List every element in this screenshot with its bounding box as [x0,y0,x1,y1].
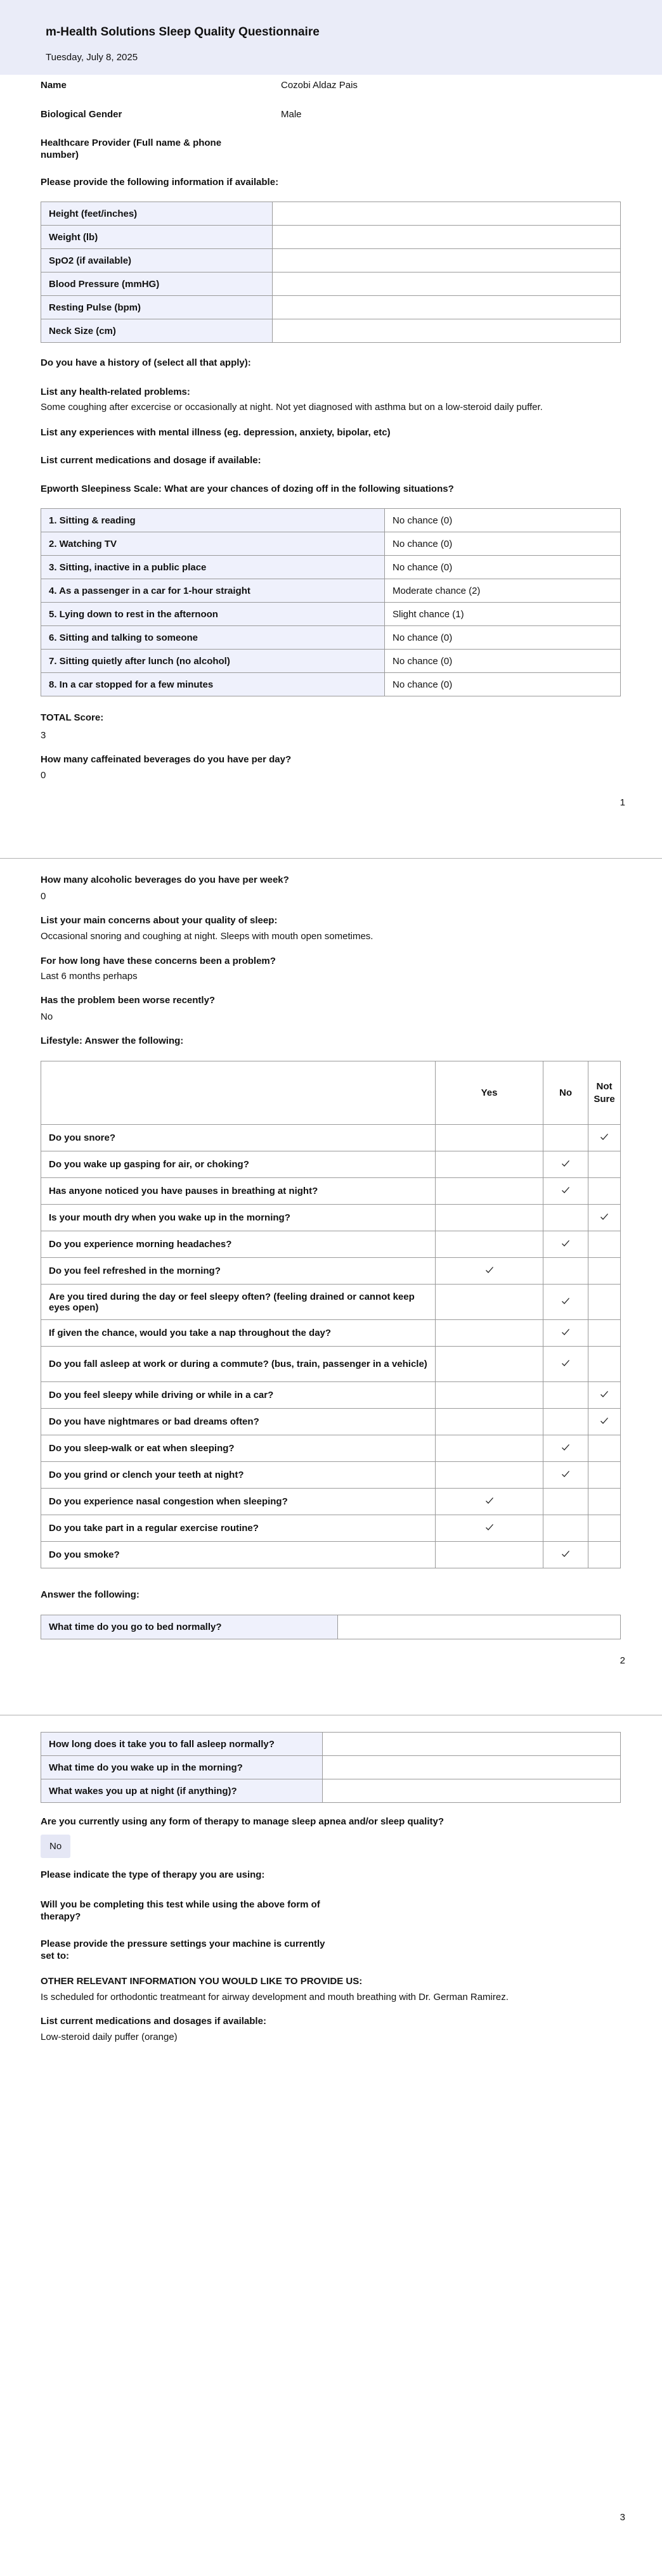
lifestyle-question: Do you take part in a regular exercise routine? [41,1515,436,1542]
answer-cell-notsure[interactable] [588,1382,621,1409]
page-date: Tuesday, July 8, 2025 [46,52,138,63]
name-value: Cozobi Aldaz Pais [281,80,358,91]
answer-cell-yes[interactable] [436,1125,543,1151]
vital-label: Neck Size (cm) [41,319,273,343]
page-number: 1 [620,797,625,808]
answer-cell-yes[interactable] [436,1320,543,1347]
table-row [41,532,621,556]
answer-cell-no[interactable] [543,1125,588,1151]
situation-label: 2. Watching TV [41,532,385,556]
lifestyle-question: Do you smoke? [41,1542,436,1568]
gender-label: Biological Gender [41,109,122,120]
answer-cell-yes[interactable] [436,1489,543,1515]
vital-label: Height (feet/inches) [41,202,273,226]
lifestyle-question: If given the chance, would you take a nap throughout the day? [41,1320,436,1347]
checkmark-icon [561,1328,570,1336]
situation-answer[interactable]: No chance (0) [385,626,621,650]
bedtime-table [41,1615,621,1639]
duration-value: Last 6 months perhaps [41,971,138,982]
answer-following-label: Answer the following: [41,1589,140,1600]
vital-value[interactable] [273,272,621,296]
table-row [41,1542,621,1568]
sleep-time-label: What time do you wake up in the morning? [41,1756,323,1779]
answer-cell-no[interactable] [543,1515,588,1542]
answer-cell-notsure[interactable] [588,1231,621,1258]
sleep-times-table [41,1732,621,1803]
table-row [41,1382,621,1409]
table-row [41,1285,621,1320]
checkmark-icon [485,1523,494,1532]
vital-value[interactable] [273,296,621,319]
answer-cell-notsure[interactable] [588,1320,621,1347]
sleep-time-value[interactable] [323,1756,621,1779]
checkmark-icon [600,1390,609,1399]
table-row [41,650,621,673]
table-row [41,1462,621,1489]
situation-label: 6. Sitting and talking to someone [41,626,385,650]
vitals-table [41,202,621,343]
therapy-type-label: Please indicate the type of therapy you are using: [41,1869,265,1880]
table-row [41,579,621,603]
answer-cell-notsure[interactable] [588,1205,621,1231]
no-header: No [543,1061,588,1125]
answer-cell-notsure[interactable] [588,1435,621,1462]
page-header [0,0,662,75]
table-row [41,272,621,296]
answer-cell-notsure[interactable] [588,1409,621,1435]
table-row [41,1435,621,1462]
concerns-label: List your main concerns about your quality of sleep: [41,915,278,926]
checkmark-icon [485,1496,494,1505]
lifestyle-question: Do you wake up gasping for air, or choking? [41,1151,436,1178]
answer-cell-notsure[interactable] [588,1542,621,1568]
lifestyle-question: Do you experience nasal congestion when sleeping? [41,1489,436,1515]
checkmark-icon [561,1443,570,1452]
answer-cell-notsure[interactable] [588,1178,621,1205]
problems-label: List any health-related problems: [41,387,190,397]
lifestyle-question: Is your mouth dry when you wake up in the morning? [41,1205,436,1231]
answer-cell-yes[interactable] [436,1285,543,1320]
table-row [41,1779,621,1803]
therapy-label: Are you currently using any form of therapy to manage sleep apnea and/or sleep quality? [41,1816,444,1827]
duration-label: For how long have these concerns been a problem? [41,956,276,966]
answer-cell-no[interactable] [543,1205,588,1231]
answer-cell-no[interactable] [543,1435,588,1462]
answer-cell-yes[interactable] [436,1382,543,1409]
answer-cell-yes[interactable] [436,1347,543,1382]
situation-answer[interactable]: No chance (0) [385,532,621,556]
checkmark-icon [561,1159,570,1168]
sleep-time-value[interactable] [323,1779,621,1803]
concerns-value: Occasional snoring and coughing at night. Sleeps with mouth open sometimes. [41,931,373,942]
table-row [41,1205,621,1231]
answer-cell-notsure[interactable] [588,1489,621,1515]
answer-cell-no[interactable] [543,1382,588,1409]
situation-label: 1. Sitting & reading [41,509,385,532]
answer-cell-yes[interactable] [436,1409,543,1435]
table-row [41,1178,621,1205]
table-row [41,626,621,650]
total-label: TOTAL Score: [41,712,104,723]
bedtime-label: What time do you go to bed normally? [41,1615,338,1639]
situation-answer[interactable]: No chance (0) [385,509,621,532]
situation-answer[interactable]: Slight chance (1) [385,603,621,626]
table-row [41,509,621,532]
table-row [41,1258,621,1285]
sleep-time-label: How long does it take you to fall asleep normally? [41,1733,323,1756]
vital-value[interactable] [273,202,621,226]
lifestyle-question: Has anyone noticed you have pauses in breathing at night? [41,1178,436,1205]
sleep-time-value[interactable] [323,1733,621,1756]
answer-cell-no[interactable] [543,1258,588,1285]
epworth-label: Epworth Sleepiness Scale: What are your chances of dozing off in the following situations? [41,484,454,494]
meds-label: List current medications and dosage if available: [41,455,261,466]
lifestyle-question: Do you snore? [41,1125,436,1151]
table-row [41,673,621,696]
situation-label: 8. In a car stopped for a few minutes [41,673,385,696]
table-row [41,249,621,272]
therapy-answer-button[interactable]: No [41,1835,70,1858]
alcohol-value: 0 [41,891,46,902]
lifestyle-question: Do you sleep-walk or eat when sleeping? [41,1435,436,1462]
checkmark-icon [561,1297,570,1305]
answer-cell-notsure[interactable] [588,1258,621,1285]
situation-label: 5. Lying down to rest in the afternoon [41,603,385,626]
answer-cell-no[interactable] [543,1320,588,1347]
table-row [41,296,621,319]
alcohol-label: How many alcoholic beverages do you have per week? [41,875,289,885]
table-row [41,202,621,226]
lifestyle-question: Do you feel sleepy while driving or while in a car? [41,1382,436,1409]
caffeine-label: How many caffeinated beverages do you have per day? [41,754,292,765]
vital-label: Weight (lb) [41,226,273,249]
lifestyle-table [41,1061,621,1568]
answer-cell-no[interactable] [543,1462,588,1489]
table-row [41,1320,621,1347]
situation-answer[interactable]: No chance (0) [385,556,621,579]
lifestyle-label: Lifestyle: Answer the following: [41,1035,184,1046]
total-value: 3 [41,730,46,741]
table-row [41,1733,621,1756]
checkmark-icon [561,1359,570,1368]
checkmark-icon [561,1186,570,1195]
table-row [41,1515,621,1542]
vital-value[interactable] [273,249,621,272]
checkmark-icon [485,1266,494,1274]
answer-cell-yes[interactable] [436,1462,543,1489]
vitals-intro: Please provide the following information if available: [41,177,279,188]
answer-cell-no[interactable] [543,1409,588,1435]
lifestyle-question: Do you fall asleep at work or during a commute? (bus, train, passenger in a vehicle) [41,1347,436,1382]
meds2-label: List current medications and dosages if available: [41,2016,266,2027]
situation-label: 4. As a passenger in a car for 1-hour straight [41,579,385,603]
page-divider [0,858,662,859]
situation-answer[interactable]: No chance (0) [385,650,621,673]
history-label: Do you have a history of (select all that apply): [41,357,251,368]
table-row [41,603,621,626]
page-number: 2 [620,1655,625,1666]
situation-answer[interactable]: Moderate chance (2) [385,579,621,603]
table-row [41,1151,621,1178]
answer-cell-notsure[interactable] [588,1515,621,1542]
vital-label: Blood Pressure (mmHG) [41,272,273,296]
situation-label: 3. Sitting, inactive in a public place [41,556,385,579]
name-label: Name [41,80,67,91]
gender-value: Male [281,109,302,120]
lifestyle-question: Are you tired during the day or feel sleepy often? (feeling drained or cannot keep eyes open) [41,1285,436,1320]
sleep-time-label: What wakes you up at night (if anything)? [41,1779,323,1803]
checkmark-icon [561,1549,570,1558]
epworth-table [41,508,621,696]
vital-value[interactable] [273,226,621,249]
answer-cell-yes[interactable] [436,1515,543,1542]
checkmark-icon [561,1470,570,1478]
answer-cell-yes[interactable] [436,1542,543,1568]
caffeine-value: 0 [41,770,46,781]
table-header-row [41,1061,621,1125]
lifestyle-question: Do you grind or clench your teeth at night? [41,1462,436,1489]
lifestyle-question: Do you feel refreshed in the morning? [41,1258,436,1285]
vital-label: Resting Pulse (bpm) [41,296,273,319]
lifestyle-question: Do you have nightmares or bad dreams often? [41,1409,436,1435]
problems-value: Some coughing after excercise or occasionally at night. Not yet diagnosed with asthma but on a low-steroid daily puffer. [41,402,543,413]
answer-cell-no[interactable] [543,1151,588,1178]
answer-cell-no[interactable] [543,1285,588,1320]
bedtime-value[interactable] [338,1615,621,1639]
answer-cell-yes[interactable] [436,1258,543,1285]
checkmark-icon [561,1239,570,1248]
table-row [41,226,621,249]
answer-cell-yes[interactable] [436,1435,543,1462]
answer-cell-yes[interactable] [436,1205,543,1231]
yes-header: Yes [436,1061,543,1125]
question-header [41,1061,436,1125]
table-row [41,1615,621,1639]
vital-label: SpO2 (if available) [41,249,273,272]
answer-cell-yes[interactable] [436,1178,543,1205]
answer-cell-notsure[interactable] [588,1462,621,1489]
answer-cell-yes[interactable] [436,1151,543,1178]
answer-cell-yes[interactable] [436,1231,543,1258]
therapy-completing-label: Will you be completing this test while using the above form of therapy? [41,1899,320,1922]
page-title: m-Health Solutions Sleep Quality Questionnaire [46,25,320,39]
answer-cell-no[interactable] [543,1178,588,1205]
other-info-label: OTHER RELEVANT INFORMATION YOU WOULD LIKE TO PROVIDE US: [41,1976,363,1987]
worse-label: Has the problem been worse recently? [41,995,216,1006]
answer-cell-notsure[interactable] [588,1151,621,1178]
lifestyle-question: Do you experience morning headaches? [41,1231,436,1258]
table-row [41,556,621,579]
table-row [41,319,621,343]
provider-label: Healthcare Provider (Full name & phone number) [41,138,222,160]
answer-cell-no[interactable] [543,1489,588,1515]
table-row [41,1489,621,1515]
answer-cell-no[interactable] [543,1542,588,1568]
answer-cell-notsure[interactable] [588,1125,621,1151]
answer-cell-no[interactable] [543,1231,588,1258]
worse-value: No [41,1011,53,1022]
answer-cell-no[interactable] [543,1347,588,1382]
checkmark-icon [600,1132,609,1141]
checkmark-icon [600,1212,609,1221]
vital-value[interactable] [273,319,621,343]
answer-cell-notsure[interactable] [588,1347,621,1382]
checkmark-icon [600,1416,609,1425]
notsure-header: Not Sure [588,1061,621,1125]
table-row [41,1409,621,1435]
meds2-value: Low-steroid daily puffer (orange) [41,2032,178,2042]
answer-cell-notsure[interactable] [588,1285,621,1320]
situation-answer[interactable]: No chance (0) [385,673,621,696]
pressure-label: Please provide the pressure settings your machine is currently set to: [41,1938,325,1961]
mental-label: List any experiences with mental illness (eg. depression, anxiety, bipolar, etc) [41,427,391,438]
page-number: 3 [620,2512,625,2523]
table-row [41,1231,621,1258]
other-info-value: Is scheduled for orthodontic treatmeant for airway development and mouth breathing with Dr. German Ramirez. [41,1992,509,2002]
table-row [41,1347,621,1382]
table-row [41,1125,621,1151]
situation-label: 7. Sitting quietly after lunch (no alcohol) [41,650,385,673]
table-row [41,1756,621,1779]
